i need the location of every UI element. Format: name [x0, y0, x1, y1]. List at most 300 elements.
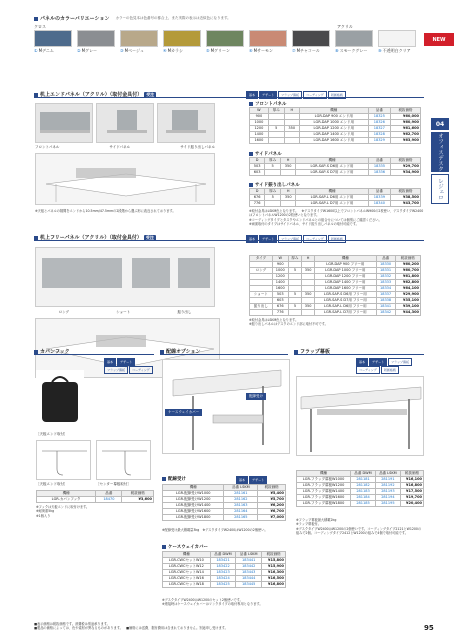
color-swatch: [163, 30, 201, 47]
table-cell[interactable]: 281183: [351, 489, 376, 495]
new-badge: NEW: [424, 33, 454, 46]
table-cell: [288, 310, 301, 316]
feature-chip: 基本: [246, 235, 258, 243]
table-cell: 350: [284, 126, 299, 132]
table-cell: ¥5,400: [258, 491, 286, 497]
table-cell: 5: [268, 126, 284, 132]
table-cell[interactable]: 281161: [224, 491, 258, 497]
table-cell: ¥15,800: [262, 558, 286, 564]
table-cell: LGR-配線受けW1600: [163, 509, 224, 515]
table-cell: LGR-DAP 900 フリー用: [315, 262, 377, 268]
table-cell: ¥16,100: [400, 477, 423, 483]
table-cell: LGR-CWCセットW16: [163, 576, 211, 582]
table-header: 厚み: [268, 108, 284, 114]
table-cell: LGR-SAP-S D7用 エンド用: [296, 170, 369, 176]
table-cell[interactable]: 281162: [224, 497, 258, 503]
feature-chip: 同価格柄: [328, 91, 346, 99]
table-cell: LGR-SAP-L D6用 フリー用: [315, 304, 377, 310]
table-cell: LGR-SAP-S D6用 エンド用: [296, 164, 369, 170]
bag-hook-table: [36, 490, 154, 503]
swatch-number: ⑨: [378, 48, 382, 53]
table-cell[interactable]: 18336: [368, 170, 390, 176]
section-square-icon: [34, 93, 38, 97]
swatch-number: ④: [163, 48, 167, 53]
table-cell: ¥16,500: [262, 576, 286, 582]
table-cell: ¥34,900: [391, 170, 421, 176]
table-row: [250, 201, 421, 207]
table-cell[interactable]: 18333: [376, 280, 395, 286]
feature-chip: デザート: [117, 358, 135, 366]
table-header: 厚み: [265, 189, 281, 195]
table-row: [250, 310, 421, 316]
free-panel-table: [249, 255, 421, 316]
table-cell: [268, 138, 284, 144]
table-cell: LGR-フラップ幕板W1200: [297, 483, 351, 489]
table-cell: 676: [272, 304, 288, 310]
table-cell: LGR-DAP 1600 エンド用: [299, 138, 368, 144]
table-cell: ¥60,700: [395, 268, 420, 274]
footer-notes: [34, 622, 414, 631]
table-cell: LGR-DAP 1400 フリー用: [315, 280, 377, 286]
table-cell: 1400: [250, 132, 269, 138]
bag-hook-end-diagram: [36, 440, 91, 480]
table-header: 品番 DWM: [210, 552, 236, 558]
sec5-note: ※デスクタイプW2400はW1200の2個使いです。コーディングタイプ2121とW1200の組みで2個。コーディングタイプ2412とW1200の組みで4個で取付可能です。: [296, 526, 422, 535]
color-swatch: [120, 30, 158, 47]
table-cell: ¥64,100: [395, 286, 420, 292]
color-swatch: [335, 30, 373, 47]
table-cell[interactable]: 281182: [351, 483, 376, 489]
table-row: [163, 515, 286, 521]
table-cell: 1600: [272, 286, 288, 292]
acrylic-label: アクリル: [337, 24, 353, 29]
table-cell[interactable]: 18338: [376, 298, 395, 304]
swatch-item: [77, 30, 115, 54]
bag-hook-img-label: ［天板エンド取付］: [36, 432, 68, 436]
table-cell: LGR-CWCセットW12: [163, 564, 211, 570]
table-cell: 5: [265, 195, 281, 201]
table-header: H: [284, 108, 299, 114]
table-cell: ¥5,700: [258, 497, 286, 503]
table-cell: 603: [250, 170, 265, 176]
table-cell[interactable]: 281181: [351, 477, 376, 483]
table-header: 税抜価格: [391, 108, 421, 114]
table-cell: LGR-フラップ幕板W1400: [297, 489, 351, 495]
table-cell: 350: [281, 195, 296, 201]
table-cell[interactable]: 183444: [236, 576, 262, 582]
side-tab-office-desk[interactable]: オフィスデスク: [431, 132, 449, 172]
table-cell: 5: [288, 304, 301, 310]
feature-chip: フラップ幕板: [104, 366, 128, 374]
feature-chip: 基本: [246, 91, 258, 99]
table-header: 品番 LSKM: [224, 485, 258, 491]
flap-panel-table: [296, 470, 424, 507]
swing-panel-table: [249, 188, 421, 207]
sec1-note: ※コーディングタイプとタスクやエンドパネルとの組合せについては個別にご確認ください。: [249, 217, 382, 222]
sec1-header: [34, 91, 156, 98]
table-cell: ¥39,100: [395, 304, 420, 310]
feature-chip: デザート: [259, 91, 277, 99]
sec4-title: 配線オプション: [166, 349, 201, 355]
swatch-name: 不透明白クリア: [382, 48, 411, 53]
color-swatch: [34, 30, 72, 47]
sec2-note: ※振り出しパネルはデスクのエンド部に取付不可です。: [249, 322, 328, 327]
swatch-item: [292, 30, 330, 54]
table-cell: LGR-配線受けW1800: [163, 515, 224, 521]
table-cell: LGR-CWCセットW14: [163, 570, 211, 576]
table-cell: ¥16,800: [262, 582, 286, 588]
table-cell: LGR-SAP-L D7用 フリー用: [315, 310, 377, 316]
table-cell[interactable]: 281192: [375, 483, 400, 489]
receiver-table: [162, 484, 286, 521]
short-label: ショート: [116, 310, 131, 314]
table-cell: LGR-SAP-L D6用 エンド用: [296, 195, 368, 201]
front-panel-table: [249, 107, 421, 144]
table-cell: 676: [250, 195, 265, 201]
feature-chip: デザート: [249, 476, 267, 484]
caseway-title: ケースウェイカバー: [162, 544, 208, 550]
sec1-chips: [246, 91, 347, 99]
table-header: 機種: [297, 471, 351, 477]
table-cell[interactable]: 281163: [224, 503, 258, 509]
color-swatch: [378, 30, 416, 47]
table-cell: ¥20,400: [400, 501, 423, 507]
swatch-item: [120, 30, 158, 54]
table-cell: LGR-DAP 1000 フリー用: [315, 268, 377, 274]
table-header: 税抜価格: [122, 491, 154, 497]
table-cell[interactable]: 281185: [351, 501, 376, 507]
table-cell[interactable]: 281184: [351, 495, 376, 501]
table-cell: LGR-配線受けW1000: [163, 491, 224, 497]
table-cell[interactable]: 18470: [96, 497, 122, 503]
swatch-number: ③: [120, 48, 124, 53]
bag-hook-center-diagram: [96, 440, 151, 480]
table-header: D: [250, 189, 265, 195]
table-cell[interactable]: 18334: [376, 286, 395, 292]
table-cell[interactable]: 281194: [375, 495, 400, 501]
table-cell: LGR-カバンフック: [37, 497, 96, 503]
swing-panel-label: サイド振り出しパネル: [180, 145, 215, 149]
table-header: H: [302, 256, 315, 262]
table-header: 品番: [96, 491, 122, 497]
table-cell: 1000: [272, 268, 288, 274]
table-header: 機種: [163, 485, 224, 491]
table-header: 機種: [296, 158, 369, 164]
table-cell: ¥6,200: [258, 503, 286, 509]
table-cell: LGR-SAP-S D7用 フリー用: [315, 298, 377, 304]
table-row: [297, 501, 424, 507]
table-header: 機種: [37, 491, 96, 497]
table-cell: LGR-DAP 1200 エンド用: [299, 126, 368, 132]
table-cell[interactable]: 18331: [376, 268, 395, 274]
table-cell[interactable]: 281195: [375, 501, 400, 507]
table-header: 税抜価格: [258, 485, 286, 491]
table-cell: 503: [250, 164, 265, 170]
page-number: 95: [424, 624, 434, 632]
receiver-note: ※配線受け最大積載量3kg ※デスクタイプW2400はW1200の2個使い。: [162, 528, 268, 532]
sec5-chips: [356, 358, 424, 374]
sec4-header: [160, 348, 201, 355]
table-cell[interactable]: 18342: [376, 310, 395, 316]
feature-chip: 基本: [104, 358, 116, 366]
table-cell: LGR-配線受けW1200: [163, 497, 224, 503]
table-header: 税抜価格: [400, 471, 423, 477]
table-cell: LGR-DAP 1600 フリー用: [315, 286, 377, 292]
center-mount-label: ［センター幕板取付］: [96, 482, 131, 486]
order-badge: 受注: [145, 234, 154, 240]
feature-chip: コーディング: [303, 235, 327, 243]
feature-chip: 基本: [356, 358, 368, 366]
table-cell: 5: [288, 292, 301, 298]
table-header: 機種: [296, 189, 368, 195]
sec4-note: ※連接時はケースウェイカバーはリンクタイプの取付専用となります。: [162, 602, 263, 607]
table-cell: ¥61,800: [395, 274, 420, 280]
table-cell: 900: [272, 262, 288, 268]
sec2-title: 机上フリーパネル（アクリル）（取付金具付）: [40, 235, 142, 241]
flap-panel-image: [296, 376, 424, 456]
caseway-cover-label: ケースウェイカバー: [165, 409, 202, 416]
swatch-item: [163, 30, 201, 54]
sec2-note: ※取付金具はLSKM色となります。: [249, 318, 299, 322]
swatch-number: ①: [34, 48, 38, 53]
swatch-number: ⑤: [206, 48, 210, 53]
table-cell: LGR-DAP 1400 エンド用: [299, 132, 368, 138]
table-cell[interactable]: 281193: [375, 489, 400, 495]
table-cell: ¥43,700: [391, 201, 421, 207]
side-panel-title: サイドパネル: [249, 151, 282, 157]
table-cell: 5: [288, 268, 301, 274]
table-cell: LGR-DAP 1000 エンド用: [299, 120, 368, 126]
table-cell[interactable]: 183445: [236, 582, 262, 588]
swatch-number: ②: [77, 48, 81, 53]
swatch-name: Mサーモン: [253, 48, 274, 53]
feature-chip: デザート: [259, 235, 277, 243]
wire-receiver-label: 配線受け: [246, 393, 266, 400]
swatch-number: ⑦: [292, 48, 296, 53]
table-cell: ¥38,500: [391, 195, 421, 201]
sec2-notes: [249, 318, 424, 327]
table-cell: 1200: [250, 126, 269, 132]
side-panel-table: [249, 157, 421, 176]
sec3-note: ※耐荷重5kg: [36, 509, 55, 514]
footer-line: ■製品の価格によっては、色や素材が異なるものがあります。 ■価格には送費、据付費用は含まれておりません。別途申し受けます。: [34, 626, 228, 631]
caseway-table: [162, 551, 286, 588]
table-header: 税抜価格: [395, 256, 420, 262]
table-cell[interactable]: 183422: [210, 564, 236, 570]
long-label: ロング: [58, 310, 70, 314]
table-header: 厚み: [265, 158, 281, 164]
table-cell: [281, 201, 296, 207]
sec5-title: フラップ幕板: [300, 349, 330, 355]
table-cell: ¥63,900: [391, 138, 421, 144]
table-cell: 1400: [272, 280, 288, 286]
table-cell: [281, 170, 296, 176]
bag-hook-image: [36, 370, 84, 430]
table-cell[interactable]: 18330: [376, 262, 395, 268]
table-cell[interactable]: 18326: [368, 120, 390, 126]
sec1-note: ※両面取付のタイプはサイドパネル、サイド振り出しパネルの取付可能です。: [249, 221, 359, 226]
table-cell[interactable]: 183443: [236, 570, 262, 576]
feature-chip: フラップ幕板: [278, 91, 302, 99]
feature-chip: 同価格柄: [381, 366, 399, 374]
swing-panel-title: サイド振り出しパネル: [249, 182, 300, 188]
table-header: 税抜価格: [391, 158, 421, 164]
swatch-name: Mグレー: [81, 48, 98, 53]
table-cell[interactable]: 18332: [376, 274, 395, 280]
table-cell: LGR-SAP-S D6用 フリー用: [315, 292, 377, 298]
table-cell[interactable]: 18327: [368, 126, 390, 132]
free-panel-image: [35, 247, 215, 307]
table-cell: LGR-配線受けW1400: [163, 503, 224, 509]
table-cell: ¥16,800: [400, 483, 423, 489]
table-header: 品番: [376, 256, 395, 262]
table-cell: [265, 170, 281, 176]
feature-chip: 同価格柄: [328, 235, 346, 243]
table-cell[interactable]: 183421: [210, 558, 236, 564]
table-cell[interactable]: 183424: [210, 576, 236, 582]
feature-chip: フラップ幕板: [388, 358, 412, 366]
feature-chip: 基本: [236, 476, 248, 484]
table-row: [250, 138, 421, 144]
front-panel-title: フロントパネル: [249, 101, 286, 107]
sec3-note: ※フックは天板エンドに取付けます。: [36, 505, 90, 509]
table-header: 機種: [315, 256, 377, 262]
table-cell: ¥61,600: [391, 126, 421, 132]
table-cell: 350: [302, 292, 315, 298]
table-cell: 603: [272, 298, 288, 304]
swatch-item: [378, 30, 416, 54]
table-header: D: [250, 158, 265, 164]
table-cell: ¥62,700: [391, 132, 421, 138]
table-cell: ¥16,300: [262, 570, 286, 576]
table-cell[interactable]: 183441: [236, 558, 262, 564]
table-header: H: [281, 189, 296, 195]
table-header: W: [250, 108, 269, 114]
sec5-header: [294, 348, 330, 355]
table-cell: [265, 201, 281, 207]
table-cell: 776: [250, 201, 265, 207]
table-cell: LGR-DAP 900 エンド用: [299, 114, 368, 120]
sec4-notes: [162, 598, 422, 607]
table-cell: 776: [272, 310, 288, 316]
color-variation-subtitle: カラーの色見本は色番号の都合上、また実際の表示は近似色になります。: [115, 16, 231, 20]
wiring-option-image: [162, 359, 290, 454]
table-header: 品番 DWM: [351, 471, 376, 477]
table-cell[interactable]: 183425: [210, 582, 236, 588]
table-cell[interactable]: 18339: [368, 195, 390, 201]
side-panel-image: [96, 103, 154, 143]
sec1-title: 机上エンドパネル（アクリル）（取付金具付）: [40, 92, 143, 98]
sec2-chips: [246, 235, 347, 243]
side-tab-legero[interactable]: レジェロ: [431, 174, 449, 204]
swatch-number: ⑥: [249, 48, 253, 53]
table-cell[interactable]: 18335: [368, 164, 390, 170]
sec5-note: ※フラップ幕板最大積載2kg: [296, 518, 337, 522]
table-cell: LGR-フラップ幕板W1600: [297, 495, 351, 501]
table-cell[interactable]: 18337: [376, 292, 395, 298]
table-cell: 1000: [250, 120, 269, 126]
sec1-notes: [249, 209, 424, 226]
swatch-row: [34, 30, 419, 54]
order-badge: 受注: [146, 91, 155, 97]
table-cell: 503: [272, 292, 288, 298]
chapter-number: 04: [431, 118, 449, 130]
table-cell: ¥19,700: [400, 495, 423, 501]
table-cell: [284, 138, 299, 144]
sec3-header: [34, 348, 70, 355]
swatch-item: [34, 30, 72, 54]
table-cell: ¥60,900: [391, 120, 421, 126]
table-cell[interactable]: 183442: [236, 564, 262, 570]
table-cell: ¥29,900: [395, 292, 420, 298]
table-cell: LGR-フラップ幕板W1000: [297, 477, 351, 483]
table-cell: ¥17,500: [400, 489, 423, 495]
sec3-title: カバンフック: [40, 349, 70, 355]
feature-chip: コーディング: [356, 366, 380, 374]
table-cell: 350: [302, 304, 315, 310]
table-cell[interactable]: 281165: [224, 515, 258, 521]
color-variation-header: [34, 15, 231, 22]
table-cell[interactable]: 281164: [224, 509, 258, 515]
sec5-note: ※ラップ幕板付。: [296, 522, 321, 527]
receiver-title: 配線受け: [162, 476, 186, 482]
feature-chip: デザート: [369, 358, 387, 366]
table-header: W: [272, 256, 288, 262]
swatch-name: Mベージュ: [124, 48, 144, 53]
front-panel-image: [35, 103, 93, 143]
front-panel-label: フロントパネル: [35, 145, 60, 149]
end-mount-label: ［天板エンド取付］: [36, 482, 68, 486]
table-cell: ¥15,900: [262, 564, 286, 570]
table-cell: 900: [250, 114, 269, 120]
table-cell: LGR-SAP-L D7用 エンド用: [296, 201, 368, 207]
table-cell[interactable]: 183423: [210, 570, 236, 576]
color-swatch: [206, 30, 244, 47]
footer-line: ■表示価格は税抜価格です。消費税は別途承ります。: [34, 622, 110, 626]
table-cell[interactable]: 18340: [368, 201, 390, 207]
table-header: 機種: [299, 108, 368, 114]
sec5-notes: [296, 518, 424, 535]
table-cell: 350: [281, 164, 296, 170]
table-header: 品番: [368, 189, 390, 195]
table-cell[interactable]: 18329: [368, 138, 390, 144]
swatch-name: スモークグレー: [339, 48, 368, 53]
table-cell: ¥3,600: [122, 497, 154, 503]
color-swatch: [77, 30, 115, 47]
sec4-chips: [236, 476, 268, 484]
table-cell[interactable]: 18341: [376, 304, 395, 310]
sec1-diagram-note: ※天板とパネルの隙間をエンドから10.5mm/47.5mmの2段階から選ぶ形に改良されております。: [35, 209, 176, 213]
table-cell: ¥60,000: [391, 114, 421, 120]
table-cell[interactable]: 18328: [368, 132, 390, 138]
color-variation-title: パネルのカラーバリエーション: [40, 16, 110, 22]
table-cell: ¥44,300: [395, 310, 420, 316]
table-header: 品番: [368, 158, 390, 164]
table-header: 機種: [163, 552, 211, 558]
sec3-note: ※1個入り: [36, 513, 51, 518]
table-header: H: [281, 158, 296, 164]
table-cell[interactable]: 281191: [375, 477, 400, 483]
table-cell: ¥60,200: [395, 262, 420, 268]
feature-chip: コーディング: [129, 366, 153, 374]
table-cell: LGR-DAP 1200 フリー用: [315, 274, 377, 280]
swatch-number: ⑧: [335, 48, 339, 53]
table-cell[interactable]: 18325: [368, 114, 390, 120]
table-cell: LGR-CWCセットW10: [163, 558, 211, 564]
table-header: 税抜価格: [262, 552, 286, 558]
cloth-label: クロス: [34, 24, 46, 29]
swatch-name: Mグリーン: [210, 48, 230, 53]
